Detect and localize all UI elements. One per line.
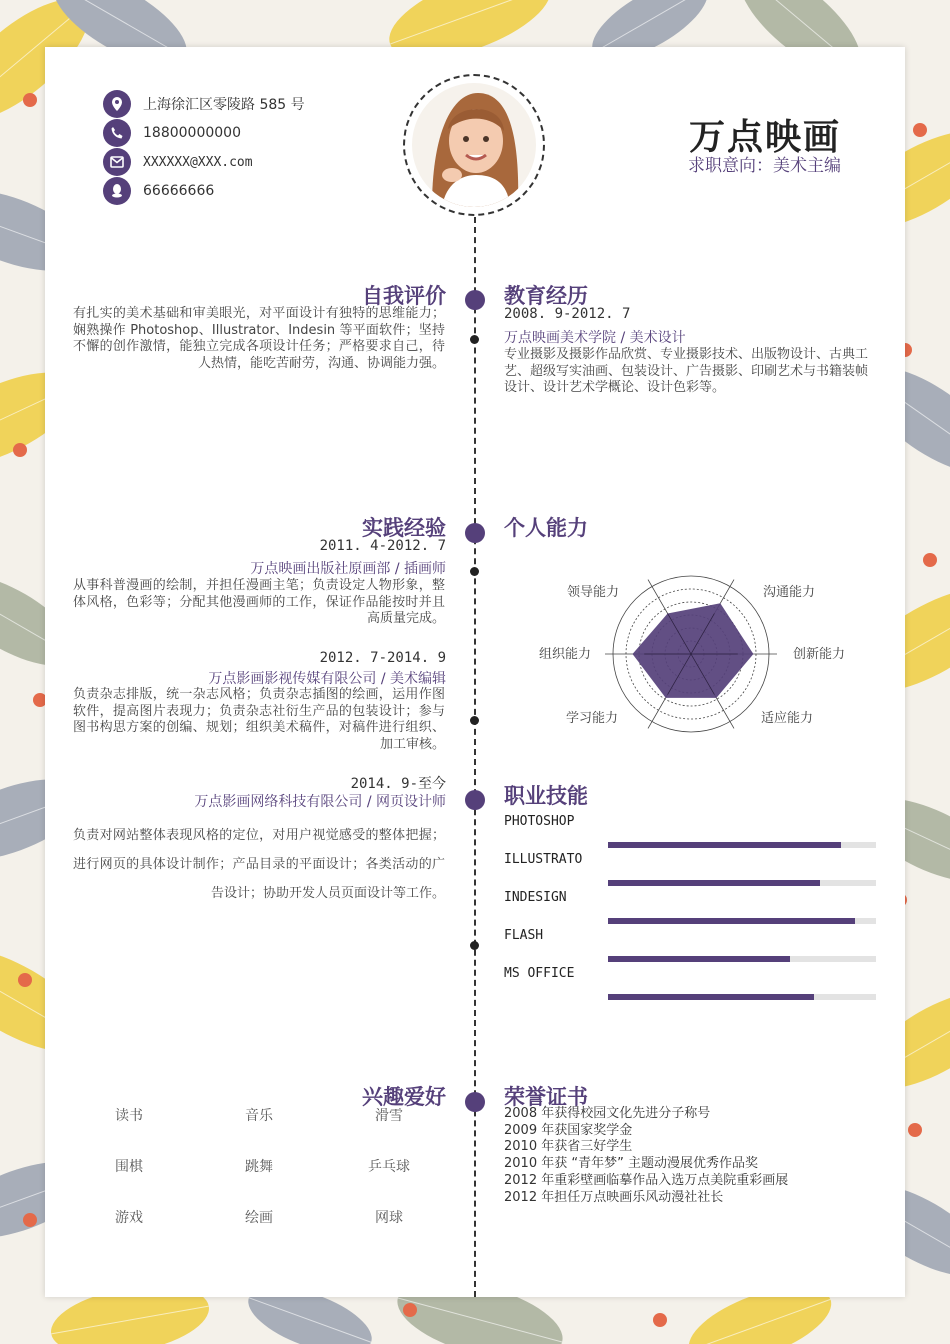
ability-radar-chart: [525, 567, 865, 767]
honor-item: 2012 年重彩壁画临摹作品入选万点美院重彩画展: [504, 1172, 789, 1188]
radar-label-adaptability: 适应能力: [760, 711, 814, 726]
timeline-dot-small: [470, 335, 479, 344]
skill-bar-fill: [608, 880, 820, 886]
contact-qq: [103, 177, 214, 205]
education-school: 万点映画美术学院 / 美术设计: [504, 330, 686, 346]
berry-dot: [908, 1123, 922, 1137]
honor-item: 2010 年获省三好学生: [504, 1139, 633, 1155]
education-date: 2008. 9-2012. 7: [504, 306, 631, 322]
honor-item: 2009 年获国家奖学金: [504, 1122, 633, 1138]
skill-bar-fill: [608, 842, 841, 848]
berry-dot: [13, 443, 27, 457]
practice-text-2: 负责杂志排版，统一杂志风格；负责杂志插图的绘画，运用作图软件，提高图片表现力；负责杂志社衍生产品的包装设计；参与图书构思方案的创编、规划；组织美术稿件，对稿件进行组织、加工审核。: [73, 687, 445, 752]
hobbies-title: 兴趣爱好: [362, 1085, 446, 1109]
berry-dot: [23, 1213, 37, 1227]
timeline-dot-small: [470, 716, 479, 725]
honor-item: 2010 年获 “青年梦” 主题动漫展优秀作品奖: [504, 1156, 758, 1172]
practice-org-1: 万点映画出版社原画部 / 插画师: [250, 561, 446, 577]
practice-title: 实践经验: [362, 516, 446, 540]
job-objective: 求职意向：美术主编: [688, 156, 841, 176]
skill-bar-track: [608, 880, 876, 886]
skill-label: MS OFFICE: [504, 966, 575, 981]
hobby-item: 跳舞: [245, 1159, 273, 1175]
berry-dot: [923, 553, 937, 567]
skill-bar-fill: [608, 994, 814, 1000]
abilities-title: 个人能力: [504, 516, 588, 540]
skill-bar-track: [608, 956, 876, 962]
contact-email: [103, 148, 253, 176]
skill-bar-track: [608, 842, 876, 848]
candidate-name: 万点映画: [688, 117, 841, 158]
email-text: XXXXXX@XXX.com: [143, 154, 253, 170]
skill-label: FLASH: [504, 928, 544, 943]
hobby-item: 围棋: [115, 1159, 143, 1175]
phone-text: 18800000000: [143, 125, 241, 141]
timeline-dot: [465, 1092, 485, 1112]
education-title: 教育经历: [504, 284, 588, 308]
mail-icon: [103, 148, 131, 176]
practice-date-1: 2011. 4-2012. 7: [319, 538, 446, 554]
education-courses: 专业摄影及摄影作品欣赏、专业摄影技术、出版物设计、古典工艺、超级写实油画、包装设计、广告摄影、印刷艺术与书籍装帧设计、设计艺术学概论、设计色彩等。: [504, 347, 869, 395]
skill-label: PHOTOSHOP: [504, 814, 575, 829]
timeline-line: [474, 217, 476, 1297]
hobby-item: 绘画: [245, 1210, 273, 1226]
skill-label: ILLUSTRATO: [504, 852, 583, 867]
honor-item: 2008 年获得校园文化先进分子称号: [504, 1106, 711, 1121]
phone-icon: [103, 119, 131, 147]
practice-date-2: 2012. 7-2014. 9: [319, 650, 446, 666]
radar-label-leader: 领导能力: [566, 585, 620, 600]
skills-title: 职业技能: [504, 784, 588, 808]
skill-bar-track: [608, 918, 876, 924]
hobby-item: 乒乓球: [368, 1159, 410, 1175]
practice-date-3: 2014. 9-至今: [350, 776, 446, 792]
radar-label-innovation: 创新能力: [792, 647, 846, 662]
berry-dot: [23, 93, 37, 107]
resume-card: [45, 47, 905, 1297]
honors-title: 荣誉证书: [504, 1085, 588, 1109]
location-icon: [103, 90, 131, 118]
timeline-dot: [465, 790, 485, 810]
skill-label: INDESIGN: [504, 890, 567, 905]
address-text: 上海徐汇区零陵路 585 号: [143, 97, 305, 113]
self-eval-title: 自我评价: [362, 284, 446, 308]
timeline-dot-small: [470, 941, 479, 950]
avatar: [412, 83, 536, 207]
skill-bar-fill: [608, 918, 855, 924]
berry-dot: [653, 1313, 667, 1327]
skill-bar-fill: [608, 956, 790, 962]
radar-label-organization: 组织能力: [538, 647, 592, 662]
hobby-item: 读书: [115, 1108, 143, 1124]
berry-dot: [18, 973, 32, 987]
honor-item: 2012 年担任万点映画乐风动漫社社长: [504, 1189, 724, 1205]
qq-text: 66666666: [143, 183, 215, 199]
self-eval-text: 有扎实的美术基础和审美眼光，对平面设计有独特的思维能力；娴熟操作 Photoshop、Illustrator、Indesin 等平面软件；坚持不懈的创作激情，能独立完成各项设计任务；严格要求自己，待人热情，能吃苦耐劳，沟通、协调能力强。: [73, 306, 445, 371]
hobby-item: 滑雪: [375, 1108, 403, 1124]
berry-dot: [403, 1303, 417, 1317]
hobby-item: 游戏: [115, 1210, 143, 1226]
practice-org-2: 万点影画影视传媒有限公司 / 美术编辑: [208, 671, 446, 687]
radar-label-learning: 学习能力: [565, 711, 619, 726]
skill-bar-track: [608, 994, 876, 1000]
berry-dot: [913, 123, 927, 137]
practice-text-1: 从事科普漫画的绘制，并担任漫画主笔；负责设定人物形象，整体风格，色彩等；分配其他漫画师的工作，保证作品能按时并且高质量完成。: [73, 578, 445, 626]
qq-icon: [103, 177, 131, 205]
practice-org-3: 万点影画网络科技有限公司 / 网页设计师: [194, 794, 446, 810]
contact-address: [103, 90, 305, 118]
timeline-dot-small: [470, 567, 479, 576]
timeline-dot: [465, 290, 485, 310]
radar-label-communication: 沟通能力: [762, 585, 816, 600]
hobby-item: 网球: [375, 1210, 403, 1226]
practice-text-3: 负责对网站整体表现风格的定位，对用户视觉感受的整体把握；进行网页的具体设计制作；产品目录的平面设计；各类活动的广告设计；协助开发人员页面设计等工作。: [73, 828, 445, 901]
hobby-item: 音乐: [245, 1108, 273, 1124]
timeline-dot: [465, 523, 485, 543]
contact-phone: [103, 119, 241, 147]
